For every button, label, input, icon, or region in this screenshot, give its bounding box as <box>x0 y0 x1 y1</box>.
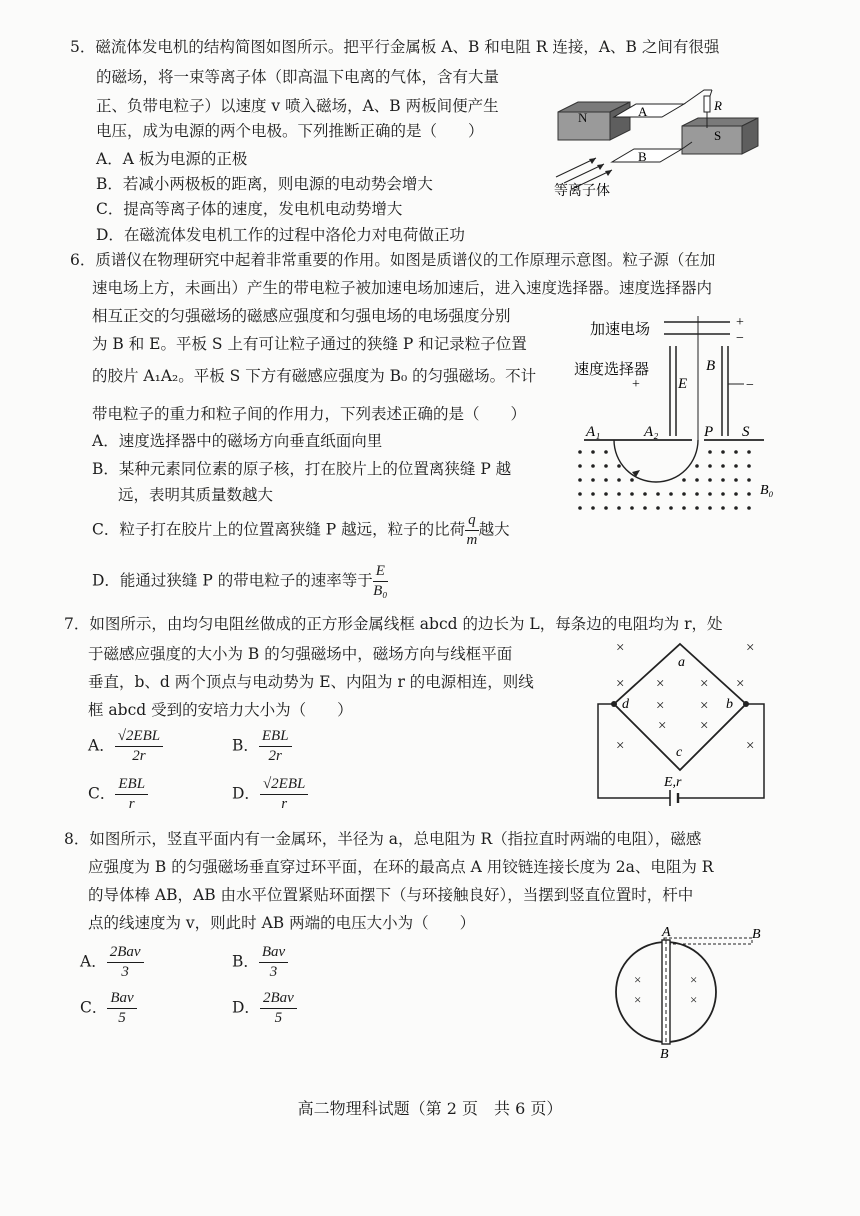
field-dot <box>656 506 660 510</box>
field-dot <box>617 506 621 510</box>
fraction-denominator: B₀ <box>373 583 388 599</box>
field-dot <box>734 478 738 482</box>
field-dot <box>669 506 673 510</box>
field-cross: × <box>700 676 709 692</box>
fraction-numerator: q <box>465 512 479 531</box>
q7-line-2: 于磁感应强度的大小为 B 的匀强磁场中，磁场方向与线框平面 <box>88 645 513 663</box>
field-dot <box>721 464 725 468</box>
q7-label-d: d <box>622 697 629 712</box>
q5-line-2: 的磁场，将一束等离子体（即高温下电离的气体，含有大量 <box>96 68 500 86</box>
q5-plasma-caption: 等离子体 <box>554 184 610 199</box>
q7-option-a <box>88 728 163 765</box>
q8-line-2: 应强度为 B 的匀强磁场垂直穿过环平面，在环的最高点 A 用铰链连接长度为 2a、电阻为 R <box>88 858 714 876</box>
q7-option-c <box>88 776 148 813</box>
q6-accel-minus: − <box>736 331 744 346</box>
option-label: D． <box>232 998 260 1017</box>
q6-label-a2: A₂ <box>644 424 659 440</box>
q6-accel-label: 加速电场 <box>590 322 651 338</box>
field-dot <box>721 506 725 510</box>
field-dot <box>656 492 660 496</box>
q6-option-d-text: D．能通过狭缝 P 的带电粒子的速率等于 <box>92 571 373 590</box>
field-dot <box>604 492 608 496</box>
field-dot <box>708 464 712 468</box>
field-dot <box>734 450 738 454</box>
fraction-numerator: EBL <box>115 776 148 795</box>
q8-cross: × <box>634 992 642 1007</box>
q6-label-b: B <box>706 358 716 374</box>
q6-selector-minus: − <box>746 378 754 393</box>
q5-line-1: 5．磁流体发电机的结构简图如图所示。把平行金属板 A、B 和电阻 R 连接，A、B 之间有很强 <box>70 38 720 56</box>
field-dot <box>708 450 712 454</box>
q6-line-6: 带电粒子的重力和粒子间的作用力，下列表述正确的是（ ） <box>92 405 527 423</box>
q8-label-b-top: B <box>752 927 761 942</box>
field-cross: × <box>700 718 709 734</box>
field-dot <box>604 450 608 454</box>
field-dot <box>695 492 699 496</box>
fraction-denominator: 2r <box>132 748 146 764</box>
q6-label-p: P <box>704 424 714 440</box>
field-dot <box>695 478 699 482</box>
q6-label-a1: A₁ <box>586 424 601 440</box>
q7-line-1: 7．如图所示，由均匀电阻丝做成的正方形金属线框 abcd 的边长为 L，每条边的电阻均为 r，处 <box>64 615 723 633</box>
q6-option-c <box>92 512 510 549</box>
q7-label-a: a <box>678 655 685 670</box>
q7-line-4: 框 abcd 受到的安培力大小为（ ） <box>88 701 353 719</box>
q6-e-over-b0-fraction <box>373 563 388 600</box>
field-cross: × <box>616 676 625 692</box>
q6-option-b-2: 远，表明其质量数越大 <box>118 486 274 504</box>
q8-option-a <box>80 944 144 981</box>
q7-line-3: 垂直，b、d 两个顶点与电动势为 E、内阻为 r 的电源相连，则线 <box>88 673 534 691</box>
q7-option-b <box>232 728 292 765</box>
q6-selector-label: 速度选择器 <box>574 362 650 378</box>
q5-mhd-generator-figure <box>552 82 772 202</box>
field-dot <box>617 464 621 468</box>
q8-line-1: 8．如图所示，竖直平面内有一金属环，半径为 a，总电阻为 R（指拉直时两端的电阻），磁感 <box>64 830 702 848</box>
field-dot <box>721 492 725 496</box>
q5-label-b: B <box>638 149 647 164</box>
q8-cross: × <box>634 972 642 987</box>
q6-charge-mass-fraction <box>465 512 479 549</box>
q6-line-4: 为 B 和 E。平板 S 上有可让粒子通过的狭缝 P 和记录粒子位置 <box>92 335 527 353</box>
field-dot <box>695 506 699 510</box>
field-cross: × <box>700 698 709 714</box>
q6-option-a: A．速度选择器中的磁场方向垂直纸面向里 <box>92 432 383 450</box>
field-dot <box>604 464 608 468</box>
option-label: B． <box>232 736 259 755</box>
field-cross: × <box>658 718 667 734</box>
fraction-numerator: E <box>373 563 388 582</box>
q6-dot-field <box>578 450 751 510</box>
field-dot <box>604 506 608 510</box>
q8-option-c <box>80 990 137 1027</box>
fraction-denominator: 2r <box>268 748 282 764</box>
field-dot <box>682 478 686 482</box>
q5-option-a: A．A 板为电源的正极 <box>96 150 248 168</box>
q8-option-b <box>232 944 288 981</box>
field-dot <box>734 506 738 510</box>
field-dot <box>747 464 751 468</box>
field-dot <box>682 506 686 510</box>
option-label: B． <box>232 952 259 971</box>
option-label: C． <box>88 784 116 803</box>
q8-cross: × <box>690 992 698 1007</box>
fraction-denominator: r <box>128 796 135 812</box>
field-dot <box>734 492 738 496</box>
q8-line-3: 的导体棒 AB，AB 由水平位置紧贴环面摆下（与环接触良好），当摆到竖直位置时，杆中 <box>88 886 694 904</box>
fraction-numerator: Bav <box>259 944 288 963</box>
q8-metal-ring-figure <box>606 920 776 1060</box>
field-dot <box>578 492 582 496</box>
q7-option-d <box>232 776 308 813</box>
field-dot <box>591 506 595 510</box>
option-label: A． <box>80 952 107 971</box>
field-dot <box>630 478 634 482</box>
field-cross: × <box>746 640 755 656</box>
q8-cross: × <box>690 972 698 987</box>
page-footer: 高二物理科试题（第 2 页 共 6 页） <box>297 1099 563 1118</box>
q7-label-c: c <box>676 745 683 760</box>
q6-selector-plus: + <box>632 377 640 392</box>
field-dot <box>591 450 595 454</box>
q6-option-d <box>92 563 388 600</box>
q6-line-2: 速电场上方，未画出）产生的带电粒子被加速电场加速后，进入速度选择器。速度选择器内 <box>92 279 713 297</box>
q6-line-1: 6．质谱仪在物理研究中起着非常重要的作用。如图是质谱仪的工作原理示意图。粒子源（在加 <box>70 251 716 269</box>
fraction-denominator: 5 <box>118 1010 126 1026</box>
field-dot <box>747 450 751 454</box>
option-label: D． <box>232 784 260 803</box>
field-cross: × <box>656 698 665 714</box>
q6-mass-spectrometer-figure <box>572 312 792 522</box>
q8-label-a: A <box>662 925 671 940</box>
q5-line-3: 正、负带电粒子）以速度 v 喷入磁场，A、B 两板间便产生 <box>96 97 499 115</box>
field-dot <box>578 450 582 454</box>
fraction-numerator: 2Bav <box>260 990 297 1009</box>
q5-label-s: S <box>714 128 722 143</box>
q6-line-5: 的胶片 A₁A₂。平板 S 下方有磁感应强度为 B₀ 的匀强磁场。不计 <box>92 367 537 385</box>
field-dot <box>747 506 751 510</box>
q8-line-4: 点的线速度为 v，则此时 AB 两端的电压大小为（ ） <box>88 914 476 932</box>
field-cross: × <box>616 640 625 656</box>
field-dot <box>617 492 621 496</box>
q8-option-d <box>232 990 297 1027</box>
field-dot <box>747 492 751 496</box>
fraction-numerator: EBL <box>259 728 292 747</box>
field-dot <box>708 492 712 496</box>
option-label: A． <box>88 736 115 755</box>
q6-option-c-suffix: 越大 <box>478 520 510 539</box>
q6-line-3: 相互正交的匀强磁场的磁感应强度和匀强电场的电场强度分别 <box>92 307 511 325</box>
field-cross: × <box>736 676 745 692</box>
field-dot <box>734 464 738 468</box>
field-dot <box>591 478 595 482</box>
field-cross: × <box>656 676 665 692</box>
q5-option-b: B．若减小两极板的距离，则电源的电动势会增大 <box>96 175 433 193</box>
q6-option-c-text: C．粒子打在胶片上的位置离狭缝 P 越远，粒子的比荷 <box>92 520 466 539</box>
fraction-numerator: √2EBL <box>115 728 163 747</box>
field-dot <box>591 492 595 496</box>
fraction-denominator: r <box>281 796 288 812</box>
q5-option-c: C．提高等离子体的速度，发电机电动势增大 <box>96 200 403 218</box>
field-dot <box>643 506 647 510</box>
q6-option-b-1: B．某种元素同位素的原子核，打在胶片上的位置离狭缝 P 越 <box>92 460 512 478</box>
fraction-denominator: 5 <box>274 1010 283 1026</box>
q7-label-b: b <box>726 697 733 712</box>
field-dot <box>591 464 595 468</box>
field-dot <box>578 478 582 482</box>
field-dot <box>604 478 608 482</box>
field-dot <box>721 450 725 454</box>
field-dot <box>708 478 712 482</box>
q6-accel-plus: + <box>736 315 744 330</box>
q5-line-4: 电压，成为电源的两个电极。下列推断正确的是（ ） <box>96 122 484 140</box>
fraction-numerator: 2Bav <box>107 944 144 963</box>
field-dot <box>721 478 725 482</box>
fraction-numerator: √2EBL <box>260 776 308 795</box>
q5-label-n: N <box>578 110 588 125</box>
field-dot <box>682 492 686 496</box>
field-dot <box>747 478 751 482</box>
field-dot <box>578 464 582 468</box>
option-label: C． <box>80 998 108 1017</box>
field-dot <box>708 506 712 510</box>
q7-square-frame-figure <box>596 640 776 812</box>
fraction-denominator: 3 <box>121 964 129 980</box>
q6-label-e: E <box>678 376 688 392</box>
field-cross: × <box>616 738 625 754</box>
field-dot <box>669 492 673 496</box>
field-cross: × <box>746 738 755 754</box>
field-dot <box>695 464 699 468</box>
field-dot <box>630 492 634 496</box>
q8-label-b-bottom: B <box>660 1047 669 1060</box>
q6-label-b0: B₀ <box>760 483 774 498</box>
q5-option-d: D．在磁流体发电机工作的过程中洛伦力对电荷做正功 <box>96 226 465 244</box>
fraction-numerator: Bav <box>107 990 136 1009</box>
fraction-denominator: m <box>466 532 478 548</box>
q5-label-r: R <box>714 98 722 113</box>
q6-label-s: S <box>742 424 750 440</box>
field-dot <box>578 506 582 510</box>
field-dot <box>643 492 647 496</box>
field-dot <box>617 478 621 482</box>
q7-cross-field <box>616 640 754 754</box>
q5-label-a: A <box>638 104 648 119</box>
field-dot <box>630 506 634 510</box>
fraction-denominator: 3 <box>269 964 278 980</box>
q7-source-label: E,r <box>664 775 682 790</box>
